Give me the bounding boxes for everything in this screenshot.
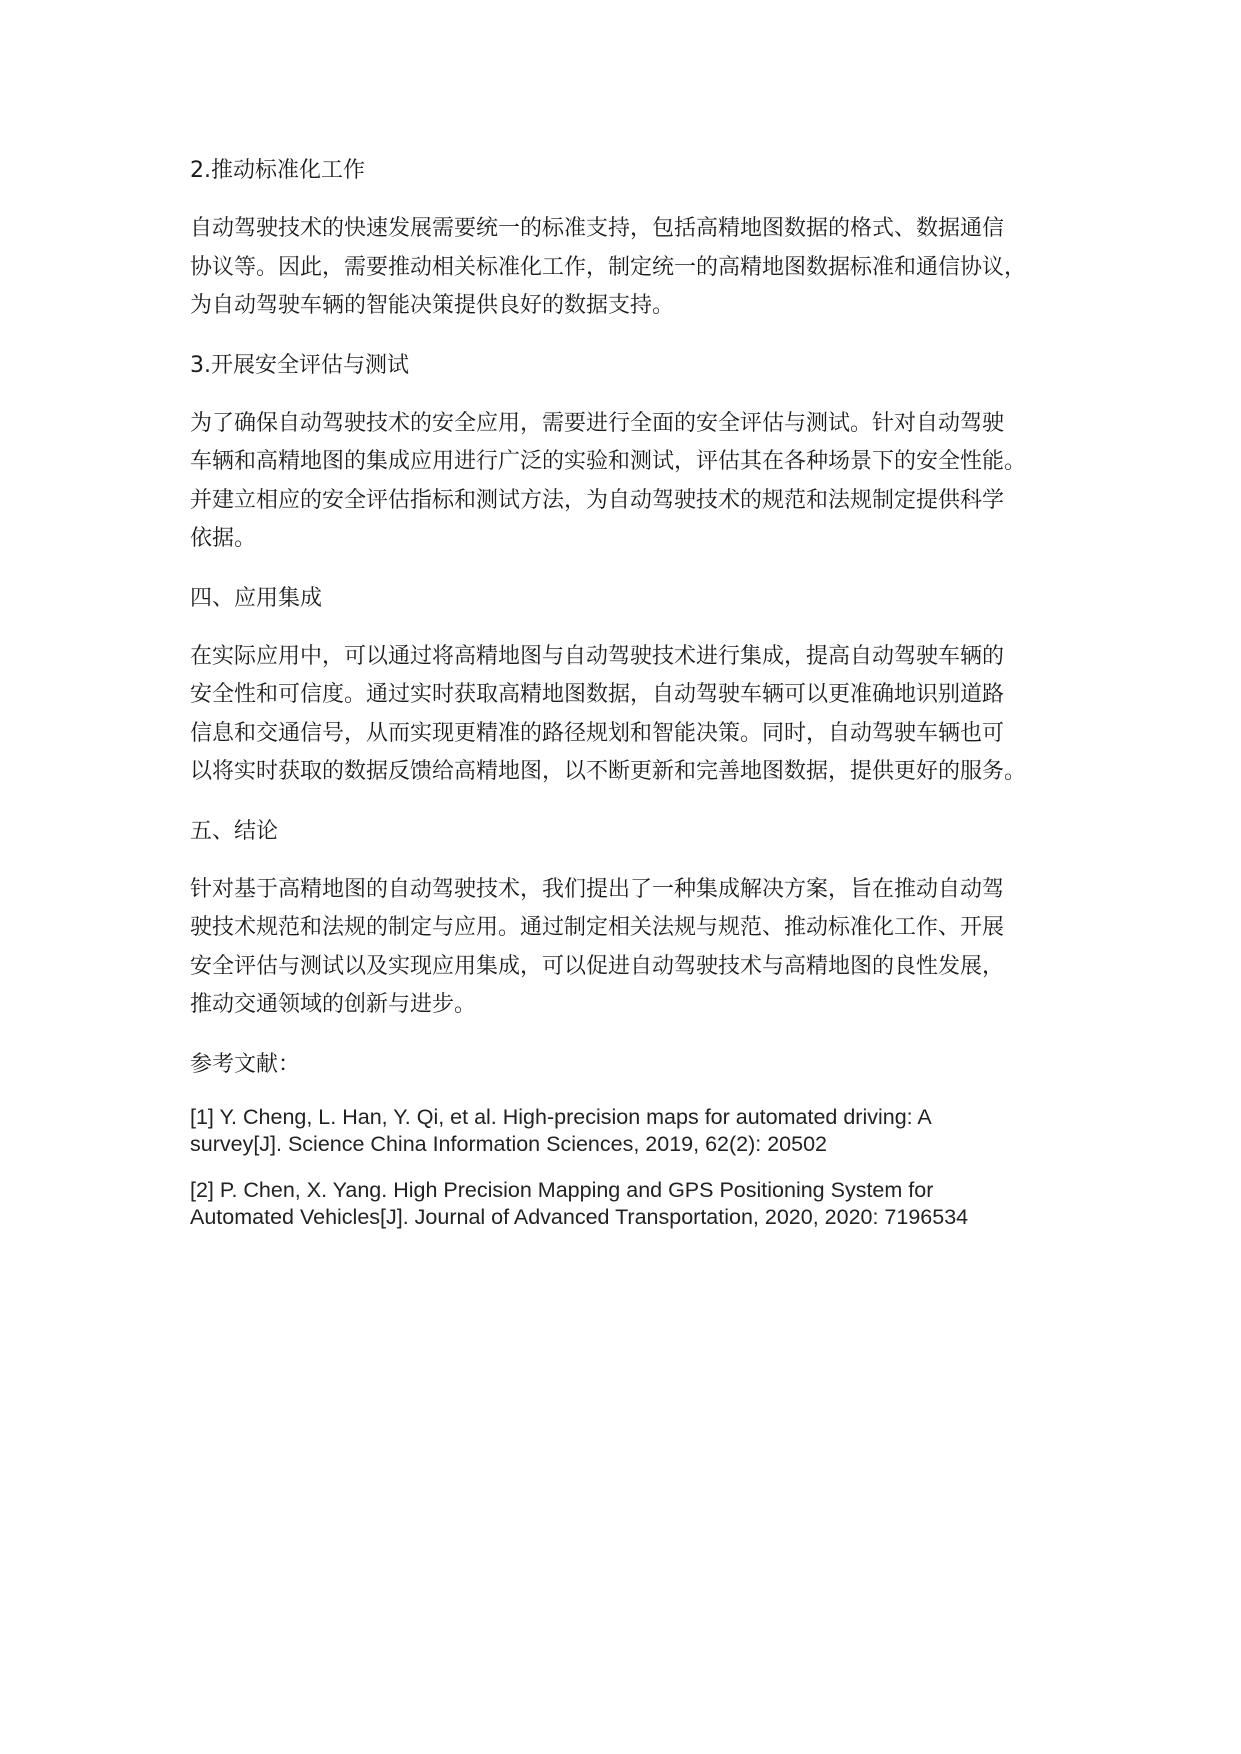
- paragraph-conclusion: [190, 871, 1090, 1025]
- reference-item-2: [190, 1177, 1090, 1231]
- section-heading-standardization: 2.推动标准化工作: [190, 158, 365, 183]
- paragraph-line: 安全评估与测试以及实现应用集成，可以促进自动驾驶技术与高精地图的良性发展，: [190, 953, 1005, 979]
- section-heading-conclusion: 五、结论: [190, 818, 279, 844]
- paragraph-line: 在实际应用中，可以通过将高精地图与自动驾驶技术进行集成，提高自动驾驶车辆的: [190, 643, 1005, 669]
- paragraph-safety-testing: [190, 405, 1090, 559]
- reference-line: [1] Y. Cheng, L. Han, Y. Qi, et al. High-precision maps for automated driving: A: [190, 1104, 932, 1129]
- document-body: [190, 152, 1090, 1250]
- references-title: 参考文献：: [190, 1051, 301, 1077]
- reference-line: Automated Vehicles[J]. Journal of Advanced Transportation, 2020, 2020: 7196534: [190, 1204, 969, 1229]
- reference-item-1: [190, 1104, 1090, 1158]
- reference-line: [2] P. Chen, X. Yang. High Precision Mapping and GPS Positioning System for: [190, 1177, 934, 1202]
- paragraph-line: 并建立相应的安全评估指标和测试方法，为自动驾驶技术的规范和法规制定提供科学: [190, 487, 1005, 513]
- paragraph-line: 依据。: [190, 526, 257, 551]
- paragraph-line: 以将实时获取的数据反馈给高精地图，以不断更新和完善地图数据，提供更好的服务。: [190, 759, 1027, 784]
- paragraph-line: 推动交通领域的创新与进步。: [190, 992, 477, 1017]
- paragraph-line: 驶技术规范和法规的制定与应用。通过制定相关法规与规范、推动标准化工作、开展: [190, 915, 1005, 940]
- paragraph-line: 自动驾驶技术的快速发展需要统一的标准支持，包括高精地图数据的格式、数据通信: [190, 216, 1005, 241]
- paragraph-application-integration: [190, 638, 1090, 792]
- paragraph-line: 为自动驾驶车辆的智能决策提供良好的数据支持。: [190, 293, 675, 318]
- section-heading-application-integration: 四、应用集成: [190, 585, 323, 611]
- paragraph-line: 车辆和高精地图的集成应用进行广泛的实验和测试，评估其在各种场景下的安全性能。: [190, 449, 1027, 474]
- paragraph-standardization: [190, 210, 1090, 326]
- paragraph-line: 信息和交通信号，从而实现更精准的路径规划和智能决策。同时，自动驾驶车辆也可: [190, 720, 1005, 746]
- paragraph-line: 为了确保自动驾驶技术的安全应用，需要进行全面的安全评估与测试。针对自动驾驶: [190, 410, 1005, 436]
- paragraph-line: 安全性和可信度。通过实时获取高精地图数据，自动驾驶车辆可以更准确地识别道路: [190, 682, 1005, 707]
- reference-line: survey[J]. Science China Information Sciences, 2019, 62(2): 20502: [190, 1131, 827, 1156]
- paragraph-line: 针对基于高精地图的自动驾驶技术，我们提出了一种集成解决方案，旨在推动自动驾: [190, 876, 1005, 902]
- section-heading-safety-testing: 3.开展安全评估与测试: [190, 352, 409, 378]
- paragraph-line: 协议等。因此，需要推动相关标准化工作，制定统一的高精地图数据标准和通信协议，: [190, 254, 1027, 280]
